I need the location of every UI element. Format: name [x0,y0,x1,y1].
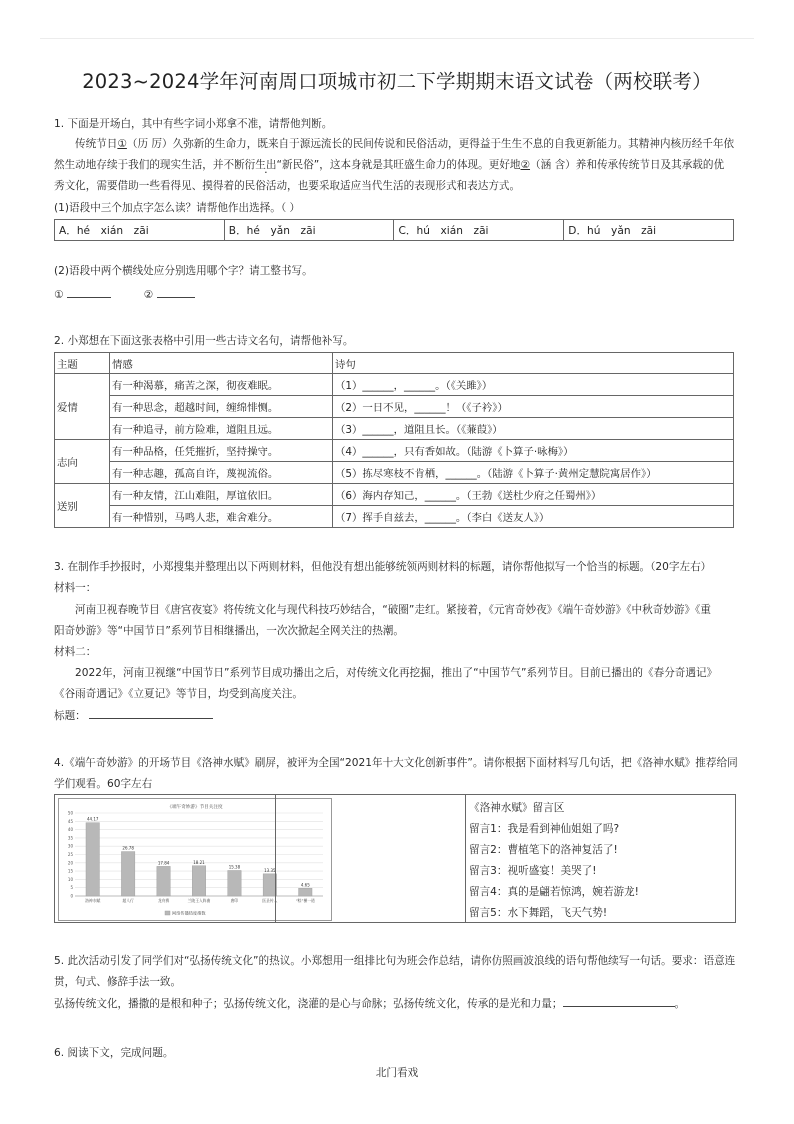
bar-value-label: 26.78 [122,845,134,851]
q1-sub2: (2)语段中两个横线处应分别选用哪个字？请工整书写。 [54,265,313,277]
y-tick-label: 15 [67,868,73,874]
bar [157,866,170,896]
q5-stem-line1: 5. 此次活动引发了同学们对“弘扬传统文化”的热议。小郑想用一组排比句为班会作总结，请你仿照画波浪线的语句帮他续写一句话。要求：语意连 [54,955,736,967]
emotion-cell: 有一种品格，任凭摧折，坚持操守。 [110,440,333,462]
material-2-label: 材料二： [54,646,97,658]
poem-cell: （3）______，道阻且长。（《蒹葭》） [333,418,734,440]
chart-title: 《端午奇妙游》节目关注度 [167,805,223,810]
y-tick-label: 45 [67,818,73,824]
table-divider [275,795,276,922]
comments-title: 《洛神水赋》留言区 [469,802,565,814]
y-tick-label: 10 [67,876,73,882]
comment-item: 留言3：视听盛宴！美哭了! [469,865,597,877]
chart-frame [58,798,332,921]
x-tick-label: 洛神水赋 [85,898,101,903]
q4-stem-line1: 4.《端午奇妙游》的开场节目《洛神水赋》刷屏，被评为全国“2021年十大文化创新事件”。请你根据下面材料写几句话，把《洛神水赋》推荐给同 [54,757,738,769]
q5-parallel-line: 弘扬传统文化，播撒的是根和种子；弘扬传统文化，浇灌的是心与命脉；弘扬传统文化，传承的是光和力量； 。 [54,998,686,1010]
title-answer-blank[interactable] [89,708,213,719]
poem-cell: （1）______，______。（《关雎》） [333,374,734,396]
y-tick-label: 0 [70,893,73,899]
bar-value-label: 13.35 [264,867,276,873]
bar-value-label: 44.17 [86,816,99,822]
y-tick-label: 30 [67,843,73,849]
header-poem: 诗句 [333,353,734,374]
y-tick-label: 25 [67,852,73,857]
material-1-label: 材料一： [54,582,97,594]
page-title: 2023~2024学年河南周口项城市初二下学期期末语文试卷（两校联考） [82,70,712,93]
q5-answer-blank[interactable] [563,996,675,1007]
theme-farewell: 送别 [55,484,110,528]
q1-sub1: (1)语段中三个加点字怎么读？请帮他作出选择。（ ） [54,202,301,214]
q4-material-table [54,794,736,923]
q1-dotted-word: 生出 [255,159,277,171]
q1-answer-line: ① ② [54,287,195,302]
answer-blank-2[interactable] [157,287,195,298]
emotion-cell: 有一种思念，超越时间，缠绵悱恻。 [110,396,333,418]
x-tick-label: 龙舟赛 [157,898,170,903]
x-tick-label: 兰陵王入阵曲 [187,898,211,903]
x-tick-label: “粽”横一道 [295,898,315,903]
x-tick-label: 超人行 [122,898,134,903]
poem-cell: （2）一日不见，______！（《子衿》） [333,396,734,418]
bar-value-label: 18.21 [193,859,205,865]
comment-item: 留言1：我是看到神仙姐姐了吗? [469,823,620,835]
q1-passage-line1: 传统节日①（历 厉）久弥新的生命力，既来自于源远流长的民间传说和民俗活动，更得益于生生不息的自我更新能力。其精神内核历经千年依 [75,138,735,150]
q5-stem-line2: 贯，句式、修辞手法一致。 [54,976,182,988]
top-rule [40,38,754,39]
q1-options-table [54,219,734,241]
material-2-line2: 《谷雨奇遇记》《立夏记》等节目，均受到高度关注。 [54,688,303,700]
q1-passage-line3: 秀文化，需要借助一些看得见、摸得着的民俗活动，也要采取适应当代生活的表现形式和表达方式。 [54,180,521,192]
material-1-line1: 河南卫视春晚节目《唐宫夜宴》将传统文化与现代科技巧妙结合，“破圈”走红。紧接着，《元宵奇妙夜》《端午奇妙游》《中秋奇妙游》《重 [75,604,711,616]
bar [121,852,134,896]
header-emotion: 情感 [110,353,333,374]
bar [228,870,241,896]
bar-value-label: 15.38 [228,864,241,870]
q2-stem: 2. 小郑想在下面这张表格中引用一些古诗文名句，请帮他补写。 [54,335,354,347]
emotion-cell: 有一种惜别，马鸣人悲，难舍难分。 [110,506,333,528]
q1-stem: 1. 下面是开场白，其中有些字词小郑拿不准，请帮他判断。 [54,118,333,130]
poem-cell: （7）挥手自兹去，______。（李白《送友人》） [333,506,734,528]
comment-item: 留言5：水下舞蹈，飞天气势! [469,907,608,919]
poem-cell: （4）______，只有香如故。（陆游《卜算子·咏梅》） [333,440,734,462]
option-a[interactable]: A．hé xián zāi [55,220,225,241]
comment-item: 留言2：曹植笔下的洛神复活了! [469,844,618,856]
bar [86,823,99,896]
y-tick-label: 20 [67,860,73,866]
material-2-line1: 2022年，河南卫视继“中国节日”系列节目成功播出之后，对传统文化再挖掘，推出了“中国节气”系列节目。目前已播出的《春分奇遇记》 [75,667,718,679]
y-tick-label: 35 [67,835,73,841]
q6-stem: 6. 阅读下文，完成问题。 [54,1047,174,1059]
comment-item: 留言4：真的是翩若惊鸿，婉若游龙! [469,886,639,898]
material-1-line2: 阳奇妙游》等“中国节日”系列节目相继播出，一次次掀起全网关注的热潮。 [54,625,404,637]
poem-cell: （6）海内存知己，______。（王勃《送杜少府之任蜀州》） [333,484,734,506]
q4-stem-line2: 学们观看。60字左右 [54,778,153,790]
table-divider [465,795,466,922]
emotion-cell: 有一种志趣，孤高自许，蔑视流俗。 [110,462,333,484]
poem-cell: （5）拣尽寒枝不肯栖，______。（陆游《卜算子·黄州定慧院寓居作》） [333,462,734,484]
option-c[interactable]: C．hú xián zāi [394,220,564,241]
y-tick-label: 40 [67,827,73,833]
bar [299,888,312,896]
bar [192,866,205,896]
bar-value-label: 17.84 [157,860,170,866]
poem-table [54,352,734,528]
option-d[interactable]: D．hú yǎn zāi [564,220,734,241]
q1-passage-line2: 然生动地存续于我们的现实生活，并不断衍生出“新民俗”，这本身就是其旺盛生命力的体现。更好地②（涵 含）养和传承传统节日及其承载的优 [54,159,725,171]
header-theme: 主题 [55,353,110,374]
emotion-cell: 有一种友情，江山难阻，厚谊依旧。 [110,484,333,506]
legend-swatch [165,911,170,915]
q1-blank-2: ② [520,159,531,171]
passage-title: 北门看戏 [375,1067,419,1079]
bar-value-label: 4.65 [300,882,310,888]
q1-blank-1: ① [117,138,127,150]
q3-title-line: 标题： [54,708,213,723]
emotion-cell: 有一种渴慕，痛苦之深，彻夜难眠。 [110,374,333,396]
x-tick-label: 唐印 [230,898,239,903]
emotion-cell: 有一种追寻，前方险难，道阻且远。 [110,418,333,440]
option-b[interactable]: B．hé yǎn zāi [224,220,394,241]
x-tick-label: 医圣传人 [262,898,278,903]
theme-ambition: 志向 [55,440,110,484]
theme-love: 爱情 [55,374,110,440]
q3-stem: 3. 在制作手抄报时，小郑搜集并整理出以下两则材料，但他没有想出能够统领两则材料的标题，请你帮他拟写一个恰当的标题。（20字左右） [54,561,712,573]
y-tick-label: 5 [70,885,73,891]
answer-blank-1[interactable] [67,287,111,298]
legend-label: 网络传播热度指数 [172,910,206,916]
y-tick-label: 50 [67,810,73,816]
bar-chart [59,799,331,920]
